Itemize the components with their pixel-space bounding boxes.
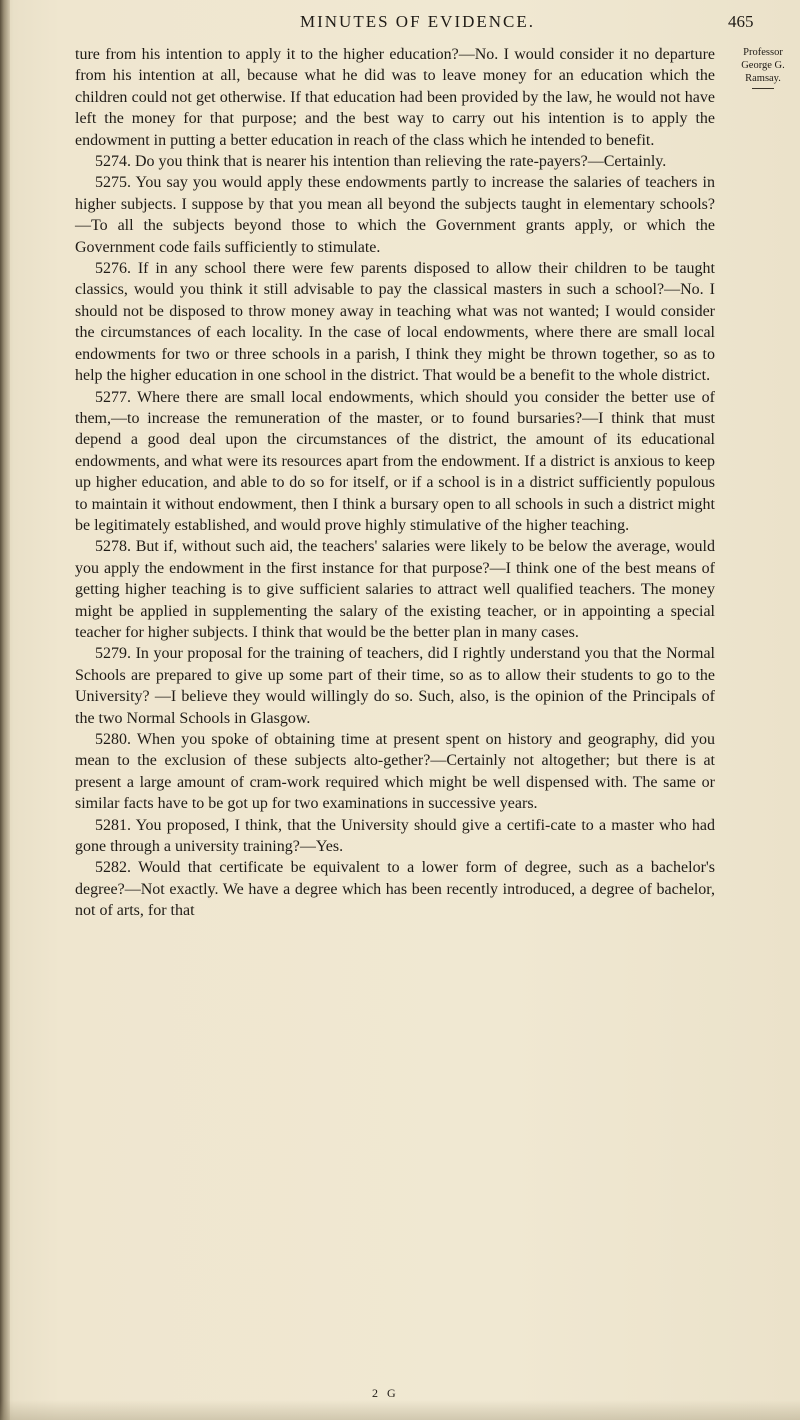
- margin-note-witness: [730, 46, 796, 89]
- paragraph-5279: 5279. In your proposal for the training of teachers, did I rightly understand you that the Normal Schools are prepared to give up some part of their time, so as to allow their students to go to the University? —I believe they would willingly do so. Such, also, is the opinion of the Principals of the two Normal Schools in Glasgow.: [75, 645, 715, 727]
- printer-signature-mark: 2 G: [372, 1386, 399, 1400]
- paragraph-5275: 5275. You say you would apply these endowments partly to increase the salaries of teachers in higher subjects. I suppose by that you mean all beyond the subjects taught in elementary schools?—To all the subjects beyond those to which the Government grants apply, or which the Government code fails sufficiently to stimulate.: [75, 174, 715, 256]
- paragraph-5280: 5280. When you spoke of obtaining time at present spent on history and geography, did you mean to the exclusion of these subjects alto-gether?—Certainly not altogether; but there is at present a large amount of cram-work required which might be well dispensed with. The same or similar facts have to be got up for two examinations in successive years.: [75, 731, 715, 813]
- page-binding-edge: [0, 0, 10, 1420]
- paragraph-5282: 5282. Would that certificate be equivalent to a lower form of degree, such as a bachelor's degree?—Not exactly. We have a degree which has been recently introduced, a degree of bachelor, not of arts, for that: [75, 859, 715, 920]
- margin-note-line: Professor: [743, 47, 783, 58]
- paragraph-5276: 5276. If in any school there were few parents disposed to allow their children to be taught classics, would you think it still advisable to pay the classical masters in such a school?—No. I should not be disposed to throw money away in teaching what was not wanted; I would consider the circumstances of each locality. In the case of local endowments, where there are small local endowments for two or three schools in a parish, I think they might be thrown together, so as to help the higher education in one school in the district. That would be a benefit to the whole district.: [75, 260, 715, 385]
- paragraph-5274: 5274. Do you think that is nearer his intention than relieving the rate-payers?—Certainly.: [95, 153, 667, 171]
- paragraph-5277: 5277. Where there are small local endowments, which should you consider the better use of them,—to increase the remuneration of the master, or to found bursaries?—I think that must depend a good deal upon the circumstances of the district, the amount of its educational endowments, and what were its resources apart from the endowment. If a district is anxious to keep up higher education, and able to do so for itself, or if a school is in a district sufficiently populous to maintain it without endowment, then I think a bursary open to all schools in such a district might be legitimately established, and would prove highly stimulative of the higher teaching.: [75, 388, 715, 534]
- margin-note-line: Ramsay.: [745, 73, 781, 84]
- margin-note-line: George G.: [741, 60, 785, 71]
- paragraph-5281: 5281. You proposed, I think, that the University should give a certifi-cate to a master who had gone through a university training?—Yes.: [75, 816, 715, 856]
- page-bottom-shadow: [0, 1400, 800, 1420]
- margin-note-rule: [752, 88, 774, 89]
- page-number: 465: [728, 12, 754, 31]
- paragraph-continuation: ture from his intention to apply it to the higher education?—No. I would consider it no departure from his intention at all, because what he did was to leave money for an education which the children could not get otherwise. If that education had been provided by the law, he would not have left the money for that purpose; and the best way to carry out his intention is to apply the endowment in putting a better education in reach of the class which he intended to benefit.: [75, 46, 715, 149]
- body-text: [75, 44, 715, 922]
- page-header: [0, 10, 800, 36]
- running-title: MINUTES OF EVIDENCE.: [300, 12, 536, 31]
- paragraph-5278: 5278. But if, without such aid, the teachers' salaries were likely to be below the average, would you apply the endowment in the first instance for that purpose?—I think one of the best means of getting higher teaching is to give sufficient salaries to attract well qualified teachers. The money might be applied in supplementing the salary of the existing teacher, or in appointing a special teacher for higher subjects. I think that would be the better plan in many cases.: [75, 538, 715, 641]
